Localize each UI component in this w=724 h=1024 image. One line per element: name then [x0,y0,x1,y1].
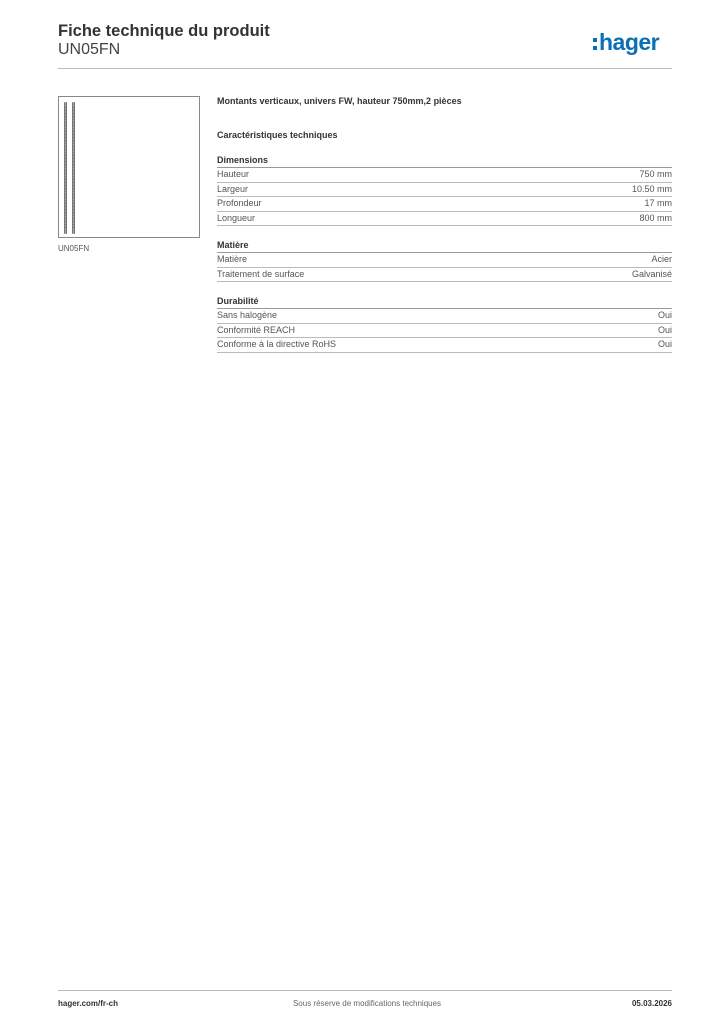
spec-row [217,168,672,183]
spec-row [217,253,672,268]
footer-date: 05.03.2026 [631,999,672,1008]
logo-dots-icon [593,35,597,50]
footer-disclaimer: Sous réserve de modifications techniques [292,999,442,1008]
spec-value: 17 mm [644,198,672,208]
spec-row [217,183,672,198]
spec-label: Conforme à la directive RoHS [217,339,337,349]
spec-row [217,268,672,283]
page-title: Fiche technique du produit [58,22,270,40]
spec-label: Longueur [217,212,256,223]
spec-content [217,95,672,353]
spec-label: Hauteur [217,169,250,179]
spec-label: Traitement de surface [217,268,305,279]
spec-value: Galvanisé [631,268,672,279]
spec-value: Oui [657,310,672,320]
spec-row [217,197,672,212]
section-durability [217,295,672,353]
vertical-uprights-icon [59,97,199,237]
spec-row [217,212,672,227]
section-title: Matière [217,239,672,253]
section-title: Dimensions [217,154,672,168]
header-divider [58,68,672,69]
spec-label: Largeur [217,183,249,194]
hager-logo[interactable] [593,28,673,56]
spec-value: 750 mm [639,169,672,179]
spec-value: Acier [651,254,672,264]
product-image [58,96,200,238]
spec-value: Oui [657,324,672,335]
spec-label: Profondeur [217,198,262,208]
spec-value: 10.50 mm [631,183,672,194]
spec-row [217,324,672,339]
image-caption: UN05FN [58,244,90,253]
section-title: Durabilité [217,295,672,309]
section-material [217,239,672,282]
spec-value: Oui [657,339,672,349]
spec-label: Matière [217,254,248,264]
spec-value: 800 mm [639,212,672,223]
product-description: Montants verticaux, univers FW, hauteur 750mm,2 pièces [217,96,462,106]
spec-row [217,338,672,353]
spec-row [217,309,672,324]
footer-divider [58,990,672,991]
spec-label: Sans halogène [217,310,278,320]
tech-characteristics-title: Caractéristiques techniques [217,130,338,140]
product-code: UN05FN [58,41,121,58]
logo-text: hager [599,28,660,55]
footer-website-link[interactable]: hager.com/fr-ch [58,999,119,1008]
section-dimensions [217,154,672,226]
spec-label: Conformité REACH [217,324,296,335]
